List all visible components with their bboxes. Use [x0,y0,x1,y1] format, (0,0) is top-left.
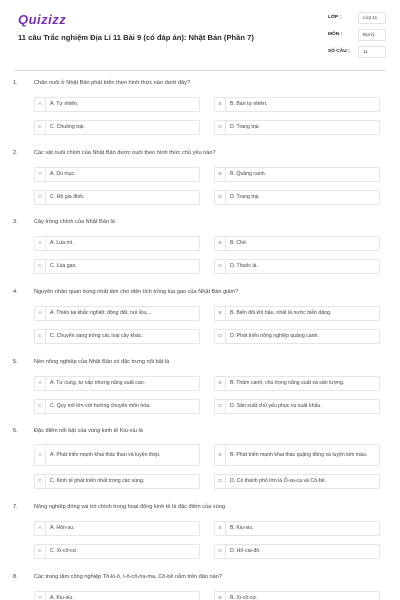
meta-value: Lớp 11 [358,12,386,24]
option-text: A. Tự nhiên. [50,101,79,107]
question-text: Nguyên nhân quan trọng nhất làm cho diện tích trồng lúa gạo của Nhật Bản giảm? [34,289,239,295]
option-b[interactable] [214,97,380,112]
option-letter: D [215,545,226,558]
header-divider [14,70,386,71]
option-letter: D [215,400,226,413]
quizizz-logo: Quizizz [18,12,67,27]
option-letter: A [35,307,46,320]
option-text: D. Trang trại. [230,194,260,200]
option-text: D. Hô-cai-đô. [230,548,261,554]
meta-label: LỚP : [328,15,342,20]
option-letter: B [215,98,226,111]
question-number: 6. [13,428,18,434]
option-text: C. Xi-cô-cư. [50,548,78,554]
option-letter: C [35,400,46,413]
meta-panel [328,12,386,63]
option-a[interactable] [34,444,200,466]
meta-label: MÔN : [328,32,343,37]
option-c[interactable] [34,190,200,205]
option-letter: C [35,475,46,488]
option-letter: A [35,168,46,181]
option-d[interactable] [214,544,380,559]
option-d[interactable] [214,259,380,274]
option-text: B. Phát triển mạnh khai thác quặng đồng và luyện kim màu. [230,451,368,458]
option-letter: A [35,592,46,600]
option-text: B. Thâm canh, chú trọng năng suất và sản lượng. [230,380,345,386]
option-text: B. Kiu-xiu. [230,525,254,531]
question-text: Chăn nuôi ở Nhật Bản phát triển theo hình thức nào dưới đây? [34,80,191,86]
option-letter: A [35,522,46,535]
option-letter: D [215,121,226,134]
option-letter: C [35,545,46,558]
option-text: C. Kinh tế phát triển nhất trong các vùng. [50,478,145,484]
option-text: B. Chè. [230,240,248,246]
option-b[interactable] [214,444,380,466]
option-c[interactable] [34,399,200,414]
meta-row-count [328,46,386,63]
option-text: D. Trang trại. [230,124,260,130]
option-text: C. Quy mô lớn với hướng chuyên môn hóa. [50,403,151,409]
option-text: A. Lúa mì. [50,240,74,246]
option-letter: B [215,237,226,250]
option-letter: C [35,330,46,343]
question-number: 5. [13,359,18,365]
option-c[interactable] [34,329,200,344]
question-number: 7. [13,504,18,510]
option-b[interactable] [214,376,380,391]
option-c[interactable] [34,544,200,559]
option-letter: A [35,98,46,111]
option-a[interactable] [34,236,200,251]
option-text: D. Có thành phố lớn là Ô-xa-ca và Cô-bê. [230,478,326,484]
page-header [0,0,400,66]
meta-row-class [328,12,386,29]
option-a[interactable] [34,306,200,321]
option-letter: C [35,191,46,204]
option-letter: D [215,260,226,273]
option-c[interactable] [34,474,200,489]
option-a[interactable] [34,521,200,536]
option-letter: D [215,330,226,343]
question-text: Nền nông nghiệp của Nhật Bản có đặc trưng nổi bật là [34,359,170,365]
option-letter: B [215,445,226,465]
meta-row-subject [328,29,386,46]
option-b[interactable] [214,521,380,536]
option-letter: C [35,260,46,273]
option-d[interactable] [214,120,380,135]
option-letter: B [215,377,226,390]
question-text: Nông nghiệp đóng vai trò chính trong hoạt động kinh tế là đặc điểm của vùng [34,504,225,510]
question-text: Cây trồng chính của Nhật Bản là [34,219,115,225]
option-text: A. Tự cung, tự cấp nhưng năng suất cao. [50,380,146,386]
question-number: 1. [13,80,18,86]
option-a[interactable] [34,591,200,600]
option-letter: D [215,475,226,488]
option-c[interactable] [34,120,200,135]
option-text: B. Xi-cô-cư. [230,595,258,600]
option-text: C. Lúa gạo. [50,263,77,269]
option-text: B. Bán tự nhiên. [230,101,268,107]
option-text: A. Kiu-xiu. [50,595,74,600]
option-d[interactable] [214,190,380,205]
option-text: A. Thiên tai khắc nghiệt: động đất, núi lửa,... [50,310,152,316]
option-text: D. Sản xuất chủ yếu phục vụ xuất khẩu. [230,403,322,409]
option-letter: A [35,237,46,250]
question-text: Đặc điểm nổi bật của vùng kinh tế Kiu-xiu là [34,428,143,434]
option-a[interactable] [34,376,200,391]
meta-value: Địa lý [358,29,386,41]
option-c[interactable] [34,259,200,274]
option-text: D. Phát triển nông nghiệp quảng canh. [230,333,319,339]
option-b[interactable] [214,306,380,321]
option-b[interactable] [214,591,380,600]
option-text: C. Hộ gia đình. [50,194,85,200]
option-text: A. Phát triển mạnh khai thác than và luyện thép. [50,451,161,458]
question-text: Các vật nuôi chính của Nhật Bản được nuôi theo hình thức chủ yếu nào? [34,150,216,156]
option-letter: B [215,522,226,535]
option-letter: B [215,592,226,600]
option-letter: D [215,191,226,204]
meta-label: SỐ CÂU : [328,49,350,54]
option-text: C. Chuồng trại. [50,124,85,130]
option-b[interactable] [214,236,380,251]
question-number: 8. [13,574,18,580]
option-text: D. Thuốc lá. [230,263,258,269]
question-number: 3. [13,219,18,225]
option-text: B. Biến đổi khí hậu, nhất là nước biển dâng. [230,310,332,316]
question-number: 2. [13,150,18,156]
option-d[interactable] [214,399,380,414]
document-title: 11 câu Trắc nghiệm Địa Lí 11 Bài 9 (có đáp án): Nhật Bản (Phần 7) [18,33,254,42]
option-letter: B [215,307,226,320]
option-a[interactable] [34,167,200,182]
question-number: 4. [13,289,18,295]
option-d[interactable] [214,474,380,489]
option-a[interactable] [34,97,200,112]
option-text: A. Du mục. [50,171,76,177]
option-text: C. Chuyển sang trồng các loại cây khác. [50,333,143,339]
option-letter: A [35,377,46,390]
option-letter: B [215,168,226,181]
option-letter: A [35,445,46,465]
question-text: Các trung tâm công nghiệp Tô-ki-ô, I-ô-cô-ha-ma, Cô-bê nằm trên đảo nào? [34,574,223,580]
option-text: A. Hôn-su. [50,525,75,531]
option-text: B. Quảng canh. [230,171,267,177]
option-letter: C [35,121,46,134]
option-b[interactable] [214,167,380,182]
meta-value: 11 [358,46,386,58]
option-d[interactable] [214,329,380,344]
